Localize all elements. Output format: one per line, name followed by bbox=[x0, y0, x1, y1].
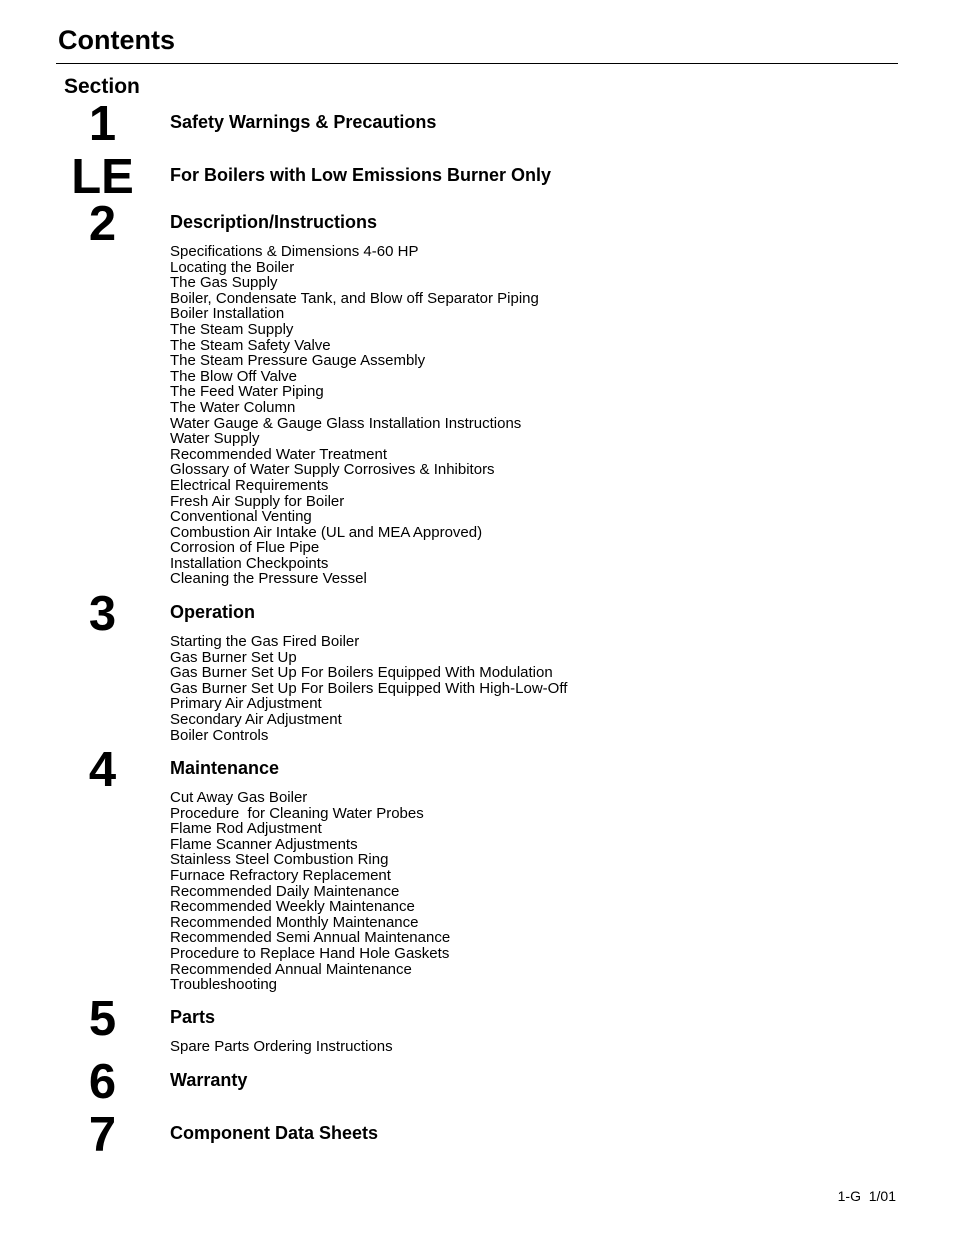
list-item: Gas Burner Set Up For Boilers Equipped With High-Low-Off bbox=[170, 679, 568, 697]
section-number: 2 bbox=[88, 197, 117, 251]
list-item: Procedure to Replace Hand Hole Gaskets bbox=[170, 944, 450, 962]
section-title: Maintenance bbox=[170, 758, 280, 778]
section-title: For Boilers with Low Emissions Burner Only bbox=[170, 165, 552, 185]
list-item: Installation Checkpoints bbox=[170, 554, 329, 572]
section-item-list bbox=[170, 634, 567, 743]
list-item: Recommended Monthly Maintenance bbox=[170, 913, 419, 931]
list-item: Flame Rod Adjustment bbox=[170, 820, 322, 838]
list-item: Fresh Air Supply for Boiler bbox=[170, 492, 345, 510]
section-number: LE bbox=[71, 150, 134, 204]
section-title: Safety Warnings & Precautions bbox=[170, 112, 437, 132]
title-divider bbox=[56, 63, 898, 64]
page-footer-code: 1-G 1/01 bbox=[837, 1188, 896, 1204]
list-item: The Blow Off Valve bbox=[170, 367, 298, 385]
list-item: Combustion Air Intake (UL and MEA Approved) bbox=[170, 523, 483, 541]
list-item: Spare Parts Ordering Instructions bbox=[170, 1038, 393, 1055]
list-item: Water Supply bbox=[170, 430, 260, 448]
section-number: 3 bbox=[88, 587, 117, 641]
list-item: Stainless Steel Combustion Ring bbox=[170, 851, 389, 869]
list-item: Cut Away Gas Boiler bbox=[170, 789, 308, 806]
list-item: The Steam Supply bbox=[170, 320, 294, 338]
list-item: Conventional Venting bbox=[170, 508, 312, 526]
list-item: Boiler Controls bbox=[170, 726, 269, 744]
list-item: The Steam Safety Valve bbox=[170, 336, 331, 354]
list-item: Flame Scanner Adjustments bbox=[170, 835, 358, 853]
list-item: Troubleshooting bbox=[170, 976, 278, 994]
section-title: Parts bbox=[170, 1007, 216, 1027]
list-item: Cleaning the Pressure Vessel bbox=[170, 570, 367, 588]
list-item: Boiler Installation bbox=[170, 305, 285, 323]
list-item: The Steam Pressure Gauge Assembly bbox=[170, 352, 426, 370]
list-item: Procedure for Cleaning Water Probes bbox=[170, 804, 424, 822]
section-title: Description/Instructions bbox=[170, 212, 378, 232]
list-item: Specifications & Dimensions 4-60 HP bbox=[170, 243, 419, 260]
list-item: The Water Column bbox=[170, 398, 296, 416]
list-item: The Gas Supply bbox=[170, 274, 278, 292]
list-item: Boiler, Condensate Tank, and Blow off Separator Piping bbox=[170, 289, 539, 307]
section-title: Warranty bbox=[170, 1070, 248, 1090]
section-item-list bbox=[170, 244, 539, 587]
list-item: Recommended Weekly Maintenance bbox=[170, 898, 415, 916]
page-title: Contents bbox=[58, 25, 175, 55]
list-item: Water Gauge & Gauge Glass Installation Instructions bbox=[170, 414, 522, 432]
list-item: Recommended Daily Maintenance bbox=[170, 882, 400, 900]
list-item: Recommended Water Treatment bbox=[170, 445, 388, 463]
list-item: Electrical Requirements bbox=[170, 476, 329, 494]
section-number: 6 bbox=[88, 1055, 117, 1109]
list-item: Secondary Air Adjustment bbox=[170, 710, 342, 728]
list-item: Recommended Annual Maintenance bbox=[170, 960, 412, 978]
section-number: 5 bbox=[88, 992, 117, 1046]
list-item: Locating the Boiler bbox=[170, 258, 295, 276]
list-item: Furnace Refractory Replacement bbox=[170, 866, 391, 884]
section-column-heading: Section bbox=[64, 75, 140, 98]
list-item: Gas Burner Set Up For Boilers Equipped With Modulation bbox=[170, 664, 553, 682]
section-number: 4 bbox=[88, 743, 117, 797]
section-item-list bbox=[170, 790, 450, 993]
list-item: Recommended Semi Annual Maintenance bbox=[170, 929, 451, 947]
list-item: Corrosion of Flue Pipe bbox=[170, 539, 320, 557]
section-number: 1 bbox=[88, 97, 117, 151]
list-item: Starting the Gas Fired Boiler bbox=[170, 633, 360, 650]
section-item-list bbox=[170, 1039, 393, 1055]
section-title: Component Data Sheets bbox=[170, 1123, 379, 1143]
list-item: Primary Air Adjustment bbox=[170, 695, 322, 713]
section-number: 7 bbox=[88, 1108, 117, 1162]
section-title: Operation bbox=[170, 602, 256, 622]
list-item: The Feed Water Piping bbox=[170, 383, 324, 401]
list-item: Gas Burner Set Up bbox=[170, 648, 297, 666]
list-item: Glossary of Water Supply Corrosives & Inhibitors bbox=[170, 461, 495, 479]
